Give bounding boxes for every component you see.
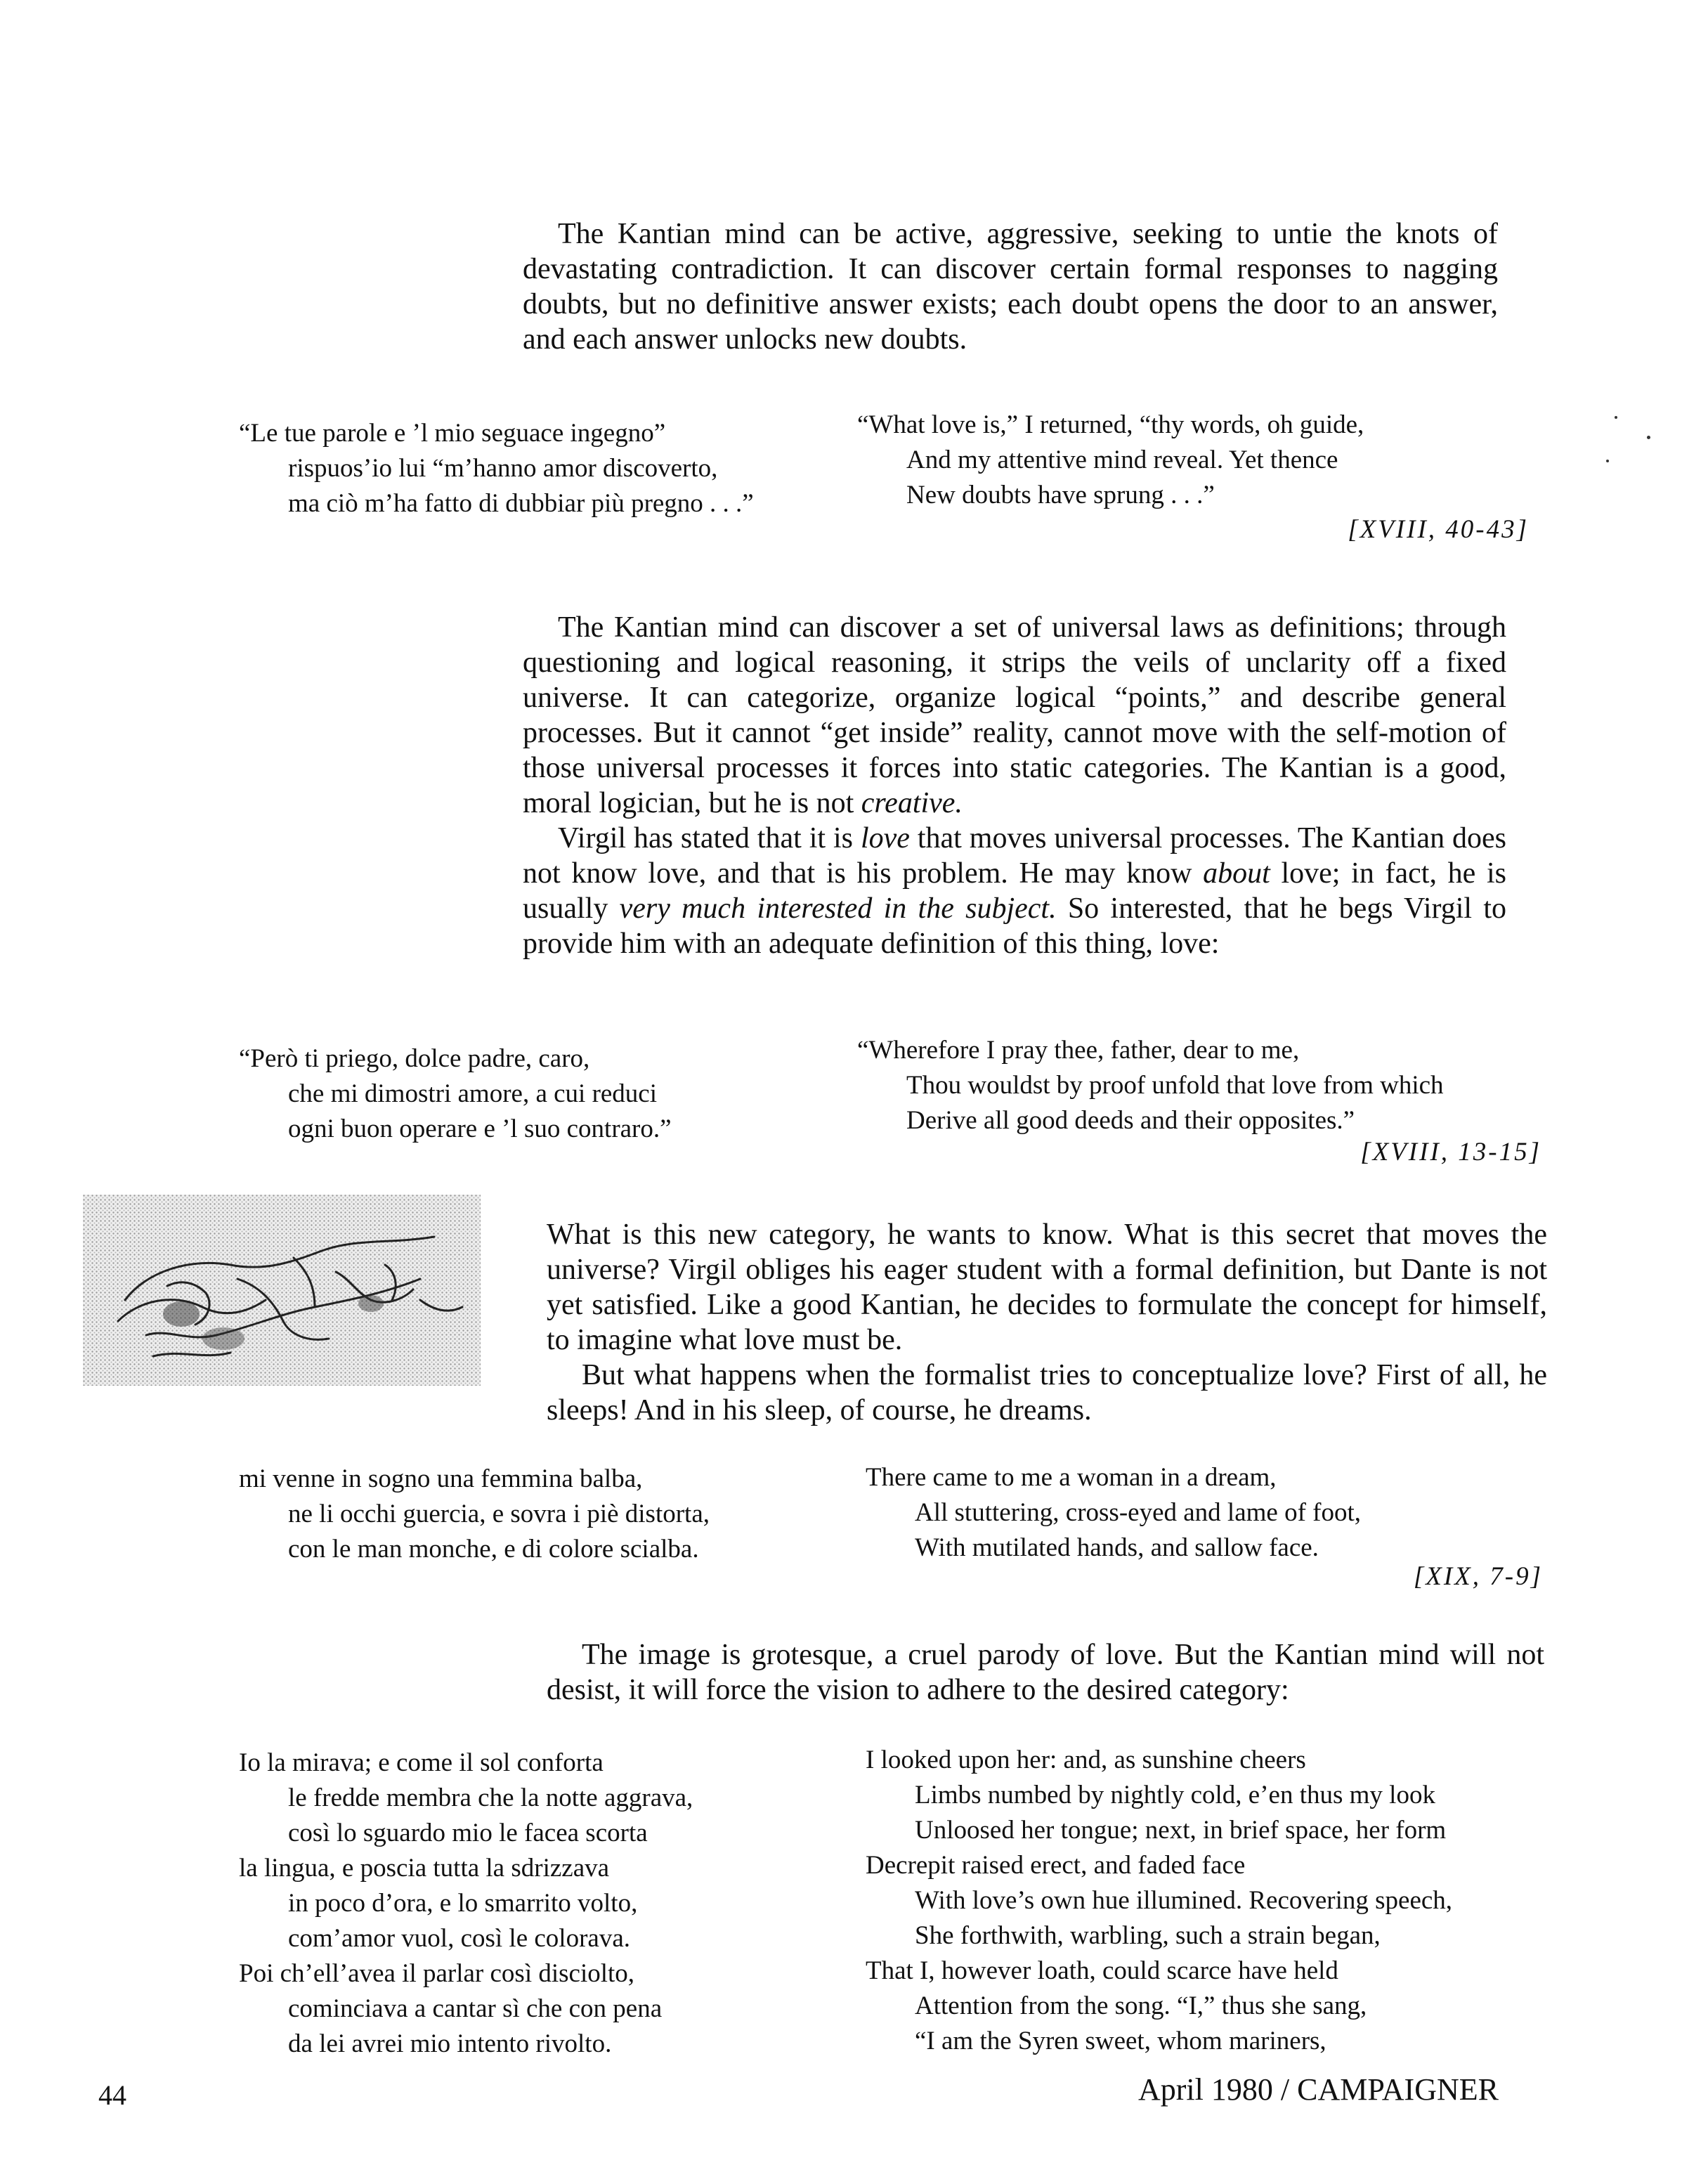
page-number: 44 <box>98 2079 126 2111</box>
verse-line: in poco d’ora, e lo smarrito volto, <box>288 1889 638 1918</box>
paragraph-text: The Kantian mind can be active, aggressive, seeking to untie the knots of devastating contradiction. It can discover certain formal responses to nagging doubts, but no definitive answer exists; each doubt opens the door to an answer, and each answer unlocks new doubts. <box>523 218 1498 356</box>
verse-line: la lingua, e poscia tutta la sdrizzava <box>239 1854 610 1883</box>
verse-line: And my attentive mind reveal. Yet thence <box>906 446 1338 474</box>
verse-english-1 <box>857 408 1364 513</box>
verse-italian-1 <box>239 416 754 521</box>
emphasis: creative. <box>861 787 963 819</box>
magazine-issue: April 1980 / CAMPAIGNER <box>1138 2072 1499 2107</box>
verse-line: All stuttering, cross-eyed and lame of foot, <box>915 1498 1361 1527</box>
sketch-illustration <box>83 1195 481 1386</box>
emphasis: love <box>860 822 910 854</box>
text-run: Virgil has stated that it is <box>558 822 861 854</box>
verse-line: con le man monche, e di colore scialba. <box>288 1535 699 1564</box>
verse-line: Attention from the song. “I,” thus she sang, <box>915 1991 1367 2020</box>
text-run: So interested, that he begs Virgil to provide him with an adequate definition of this thing, love: <box>523 892 1507 960</box>
citation: [XVIII, 40-43] <box>1348 515 1529 544</box>
scan-speck <box>1647 436 1650 439</box>
text-run: The Kantian mind can discover a set of universal laws as definitions; through questioning and logical reasoning, it strips the veils of unclarity off a fixed universe. It can categorize, organize logical “points,” and describe general processes. But it cannot “get inside” reality, cannot move with the self-motion of those universal processes it forces into static categories. The Kantian is a good, moral logician, but he is not <box>523 611 1506 819</box>
scan-speck <box>1606 460 1609 462</box>
verse-line: There came to me a woman in a dream, <box>866 1463 1277 1492</box>
text-run: love; in fact, he is usually <box>523 857 1506 925</box>
verse-line: “What love is,” I returned, “thy words, oh guide, <box>857 410 1364 439</box>
paragraph-new-category <box>547 1217 1547 1428</box>
verse-line: da lei avrei mio intento rivolto. <box>288 2029 612 2058</box>
verse-line: She forthwith, warbling, such a strain began, <box>915 1921 1381 1950</box>
verse-line: Thou wouldst by proof unfold that love from which <box>906 1071 1444 1100</box>
verse-line: cominciava a cantar sì che con pena <box>288 1994 663 2023</box>
verse-line: Unloosed her tongue; next, in brief space, her form <box>915 1816 1447 1845</box>
emphasis: about <box>1203 857 1270 890</box>
paragraph-text: What is this new category, he wants to know. What is this secret that moves the universe? Virgil obliges his eager student with a formal definition, but Dante is not yet satisfied. Like a good Kantian, he decides to formulate the concept for himself, to imagine what love must be. <box>547 1218 1547 1356</box>
paragraph-kantian-active <box>523 216 1498 357</box>
paragraph-grotesque <box>547 1637 1544 1708</box>
verse-line: Limbs numbed by nightly cold, e’en thus my look <box>915 1781 1435 1809</box>
verse-line: “I am the Syren sweet, whom mariners, <box>915 2027 1326 2055</box>
verse-line: Io la mirava; e come il sol conforta <box>239 1748 604 1777</box>
citation: [XIX, 7-9] <box>1413 1562 1543 1591</box>
verse-line: “Le tue parole e ’l mio seguace ingegno” <box>239 419 666 448</box>
paragraph-text: The image is grotesque, a cruel parody of love. But the Kantian mind will not desist, it will force the vision to adhere to the desired category: <box>547 1639 1544 1706</box>
verse-line: “Wherefore I pray thee, father, dear to me, <box>857 1036 1300 1065</box>
citation: [XVIII, 13-15] <box>1360 1138 1541 1166</box>
verse-line: With love’s own hue illumined. Recovering speech, <box>915 1886 1453 1915</box>
verse-italian-2 <box>239 1041 672 1147</box>
paragraph-kantian-laws <box>523 610 1506 961</box>
verse-line: che mi dimostri amore, a cui reduci <box>288 1079 658 1108</box>
verse-english-3 <box>866 1460 1361 1566</box>
verse-line: ma ciò m’ha fatto di dubbiar più pregno . . .” <box>288 489 754 518</box>
verse-line: ne li occhi guercia, e sovra i piè distorta, <box>288 1500 710 1528</box>
verse-line: With mutilated hands, and sallow face. <box>915 1533 1319 1562</box>
verse-italian-4 <box>239 1746 693 2062</box>
verse-line: le fredde membra che la notte aggrava, <box>288 1783 693 1812</box>
text-run: that moves universal processes. The Kantian does not know love, and that is his problem. He may know <box>523 822 1507 890</box>
verse-line: ogni buon operare e ’l suo contraro.” <box>288 1114 672 1143</box>
scan-speck <box>1615 416 1617 419</box>
verse-english-2 <box>857 1033 1444 1138</box>
verse-line: Derive all good deeds and their opposites.” <box>906 1106 1355 1135</box>
emphasis: very much interested in the subject. <box>619 892 1057 925</box>
verse-line: “Però ti priego, dolce padre, caro, <box>239 1044 590 1073</box>
verse-line: rispuos’io lui “m’hanno amor discoverto, <box>288 454 718 483</box>
verse-line: mi venne in sogno una femmina balba, <box>239 1464 643 1493</box>
verse-line: Poi ch’ell’avea il parlar così disciolto, <box>239 1959 635 1988</box>
paragraph-text <box>523 821 1506 961</box>
verse-line: Decrepit raised erect, and faded face <box>866 1851 1246 1880</box>
verse-english-4 <box>866 1743 1452 2059</box>
verse-line: così lo sguardo mio le facea scorta <box>288 1819 648 1847</box>
verse-italian-3 <box>239 1462 710 1567</box>
verse-line: That I, however loath, could scarce have held <box>866 1956 1338 1985</box>
paragraph-text: But what happens when the formalist tries to conceptualize love? First of all, he sleeps! And in his sleep, of course, he dreams. <box>547 1359 1547 1426</box>
paragraph-text <box>523 610 1506 821</box>
verse-line: New doubts have sprung . . .” <box>906 481 1215 509</box>
verse-line: com’amor vuol, così le colorava. <box>288 1924 630 1953</box>
verse-line: I looked upon her: and, as sunshine cheers <box>866 1746 1306 1774</box>
